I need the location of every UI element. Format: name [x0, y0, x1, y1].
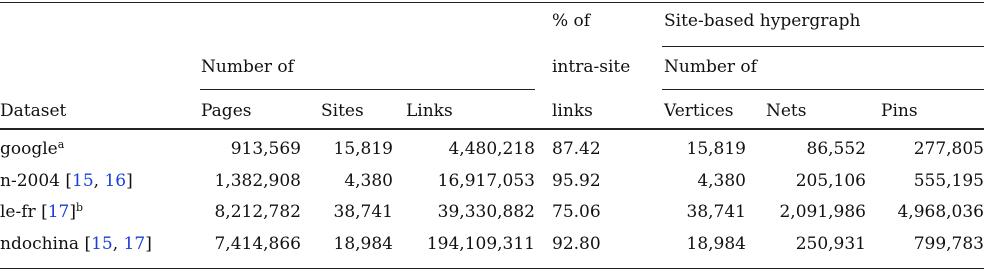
dataset-name-text: ] — [69, 202, 76, 222]
cell-sites: 18,984 — [333, 234, 393, 254]
number-of-left-rule — [200, 89, 535, 90]
dataset-name-text: , — [93, 171, 105, 191]
citation-link[interactable]: 16 — [104, 171, 127, 191]
cell-pins: 555,195 — [913, 171, 984, 191]
dataset-name-text: , — [112, 234, 124, 254]
header-pct-line1: % of — [552, 11, 591, 31]
bottom-rule — [0, 268, 984, 269]
cell-vertices: 4,380 — [697, 171, 746, 191]
cell-pins: 277,805 — [913, 139, 984, 159]
header-pages: Pages — [201, 101, 252, 121]
citation-link[interactable]: 17 — [47, 202, 70, 222]
cell-vertices: 15,819 — [686, 139, 746, 159]
header-links: Links — [406, 101, 453, 121]
header-pct-line3: links — [552, 101, 593, 121]
header-number-of-right: Number of — [664, 57, 757, 77]
cell-dataset — [0, 139, 64, 159]
cell-pct: 95.92 — [552, 171, 601, 191]
cell-dataset — [0, 234, 152, 254]
citation-link[interactable]: 17 — [123, 234, 146, 254]
cell-nets: 2,091,986 — [779, 202, 866, 222]
citation-link[interactable]: 15 — [72, 171, 94, 191]
footnote-marker: a — [57, 138, 65, 151]
cell-pages: 913,569 — [230, 139, 301, 159]
number-of-right-rule — [662, 89, 984, 90]
header-hypergraph-title: Site-based hypergraph — [664, 11, 861, 31]
dataset-name-text: ] — [126, 171, 133, 191]
dataset-name-text: ndochina [ — [0, 234, 92, 254]
cell-dataset — [0, 171, 133, 191]
dataset-name-text: ] — [145, 234, 152, 254]
cell-pages: 1,382,908 — [214, 171, 301, 191]
cell-links: 194,109,311 — [426, 234, 535, 254]
dataset-name-text: n-2004 [ — [0, 171, 72, 191]
header-vertices: Vertices — [664, 101, 734, 121]
cell-pct: 75.06 — [552, 202, 601, 222]
header-pins: Pins — [881, 101, 918, 121]
header-pct-line2: intra-site — [552, 57, 631, 77]
header-number-of-left: Number of — [201, 57, 294, 77]
cell-nets: 205,106 — [795, 171, 866, 191]
cell-pins: 799,783 — [913, 234, 984, 254]
header-dataset: Dataset — [0, 101, 67, 121]
cell-dataset — [0, 202, 83, 222]
dataset-name-text: google — [0, 139, 58, 159]
cell-links: 4,480,218 — [448, 139, 535, 159]
cell-vertices: 18,984 — [686, 234, 746, 254]
cell-links: 16,917,053 — [437, 171, 535, 191]
footnote-marker: b — [75, 201, 84, 214]
cell-pages: 7,414,866 — [214, 234, 301, 254]
top-rule — [0, 2, 984, 3]
header-rule — [0, 128, 984, 130]
dataset-name-text: le-fr [ — [0, 202, 48, 222]
cell-sites: 38,741 — [333, 202, 393, 222]
citation-link[interactable]: 15 — [91, 234, 113, 254]
cell-sites: 4,380 — [344, 171, 393, 191]
cell-nets: 250,931 — [795, 234, 866, 254]
cell-vertices: 38,741 — [686, 202, 746, 222]
cell-pct: 92.80 — [552, 234, 601, 254]
cell-links: 39,330,882 — [437, 202, 535, 222]
cell-nets: 86,552 — [806, 139, 866, 159]
header-nets: Nets — [766, 101, 807, 121]
cell-pins: 4,968,036 — [897, 202, 984, 222]
hypergraph-rule — [662, 46, 984, 47]
cell-pages: 8,212,782 — [214, 202, 301, 222]
cell-sites: 15,819 — [333, 139, 393, 159]
header-sites: Sites — [321, 101, 364, 121]
cell-pct: 87.42 — [552, 139, 601, 159]
